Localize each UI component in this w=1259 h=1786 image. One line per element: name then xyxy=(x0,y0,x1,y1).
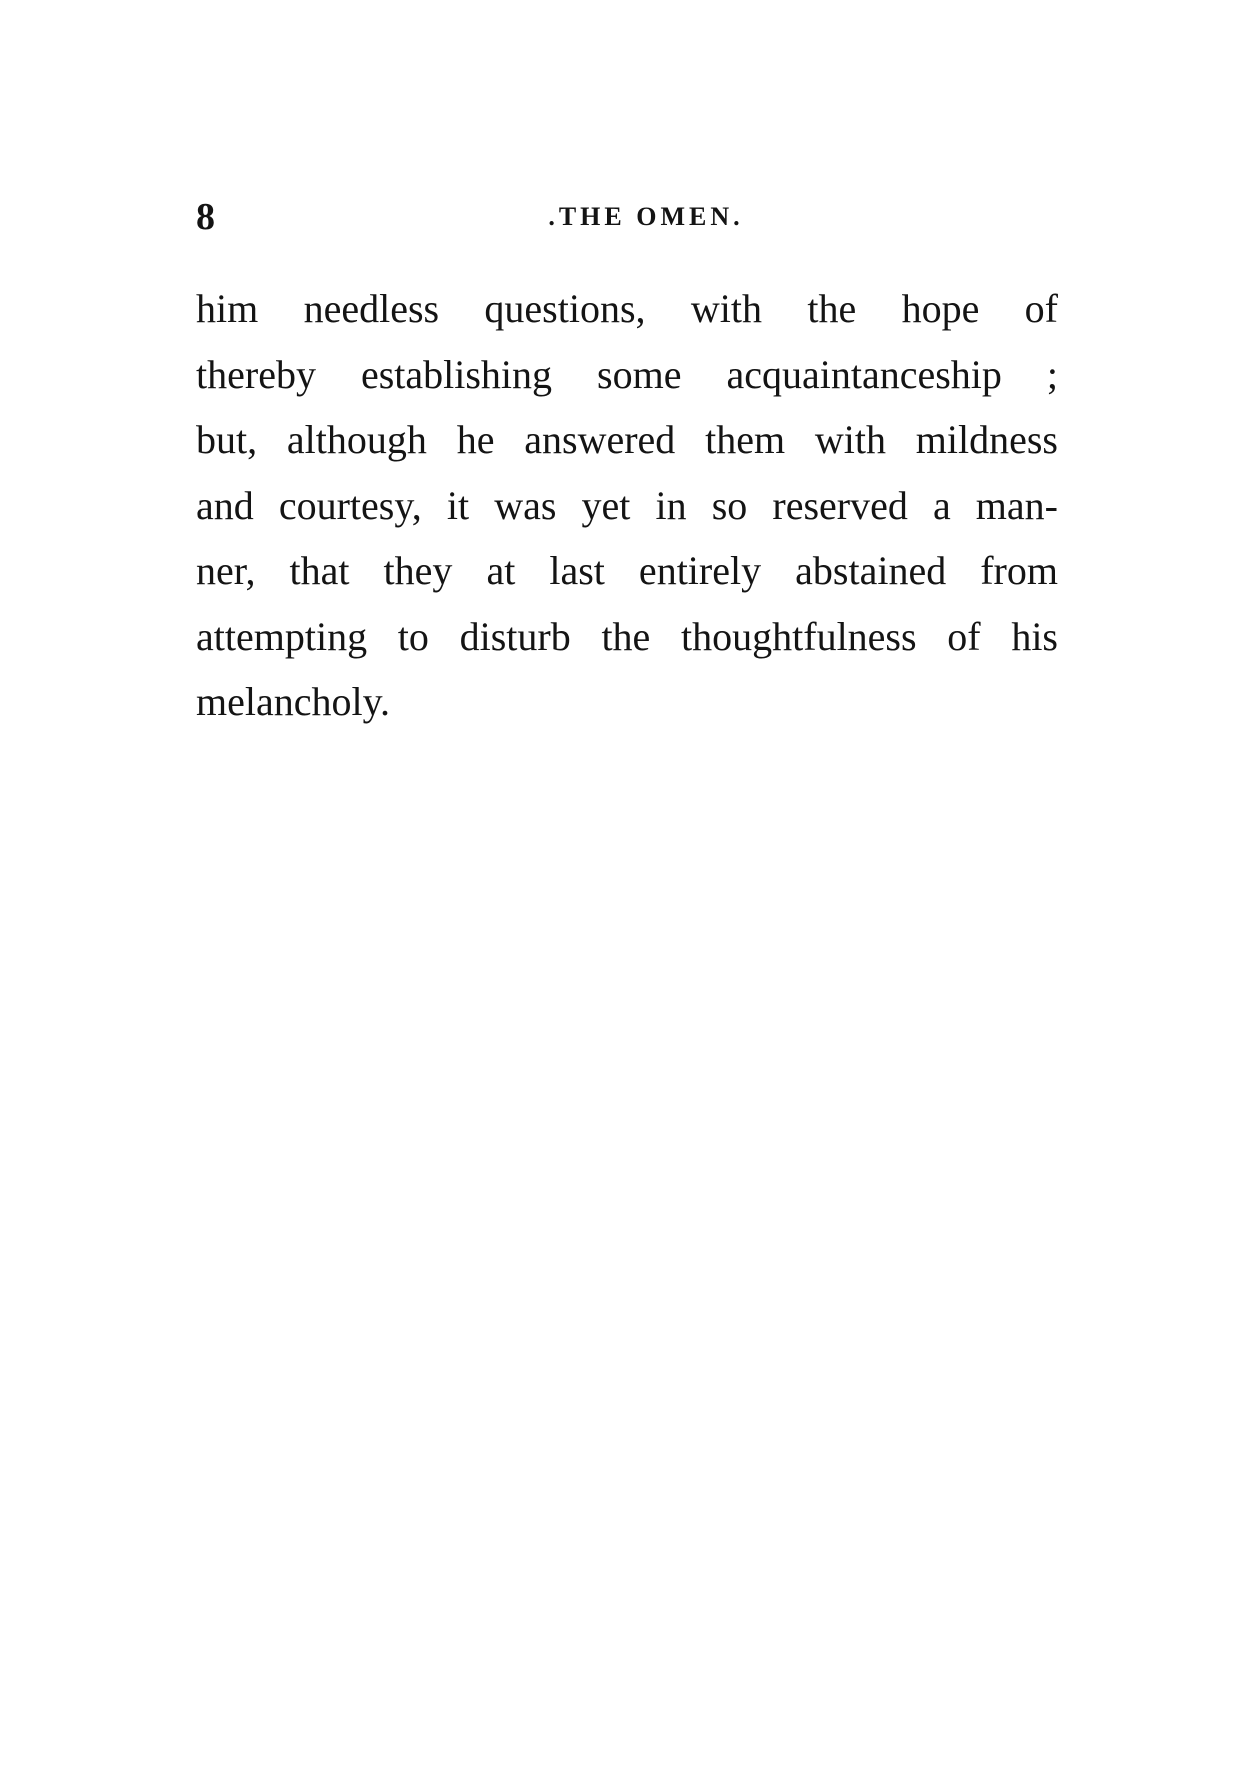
text-line: and courtesy, it was yet in so reserved a man- xyxy=(196,482,1058,528)
page-header xyxy=(196,192,1056,242)
page-number: 8 xyxy=(196,196,215,238)
text-line: melancholy. xyxy=(196,679,391,724)
text-line: thereby establishing some acquaintanceship ; xyxy=(196,351,1058,397)
running-head: .THE OMEN. xyxy=(548,202,744,231)
body-text xyxy=(196,276,1058,735)
text-line: but, although he answered them with mildness xyxy=(196,417,1058,462)
text-line: attempting to disturb the thoughtfulness of his xyxy=(196,613,1058,659)
text-line: him needless questions, with the hope of xyxy=(196,286,1058,331)
text-line: ner, that they at last entirely abstained from xyxy=(196,548,1058,593)
